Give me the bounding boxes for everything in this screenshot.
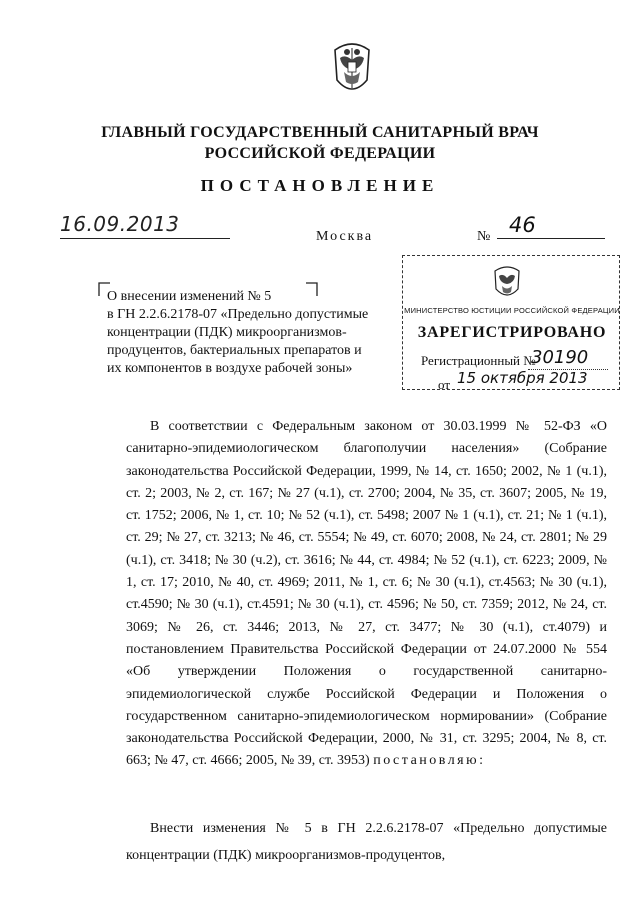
stamp-emblem-icon [490, 265, 524, 301]
stamp-reg-label: Регистрационный № [421, 353, 536, 368]
decree-word: постановляю: [373, 753, 486, 769]
document-date: 16.09.2013 [60, 212, 230, 239]
subject-line: их компонентов в воздухе рабочей зоны» [107, 361, 353, 376]
stamp-ministry: МИНИСТЕРСТВО ЮСТИЦИИ РОССИЙСКОЙ ФЕДЕРАЦИИ [404, 306, 620, 315]
document-number: 46 [497, 213, 605, 239]
document-subject [107, 288, 382, 378]
subject-line: в ГН 2.2.6.2178-07 «Предельно допустимые [107, 307, 369, 322]
registration-stamp [402, 255, 620, 390]
stamp-reg-number: 30190 [531, 347, 589, 368]
authority-line-2: РОССИЙСКОЙ ФЕДЕРАЦИИ [204, 145, 436, 162]
stamp-registered: ЗАРЕГИСТРИРОВАНО [417, 324, 607, 341]
stamp-date-value: 15 октября 2013 [457, 369, 588, 387]
issuing-authority [0, 122, 640, 164]
decree-item [126, 815, 607, 869]
document-city: Москва [316, 229, 374, 244]
subject-line: концентрации (ПДК) микроорганизмов- [107, 325, 347, 340]
decree-item-1: Внести изменения № 5 в ГН 2.2.6.2178-07 «Предельно допустимые концентрации (ПДК) микроорганизмов-продуцентов, [126, 821, 607, 863]
coat-of-arms-emblem [327, 40, 377, 100]
subject-line: О внесении изменений № 5 [107, 289, 272, 304]
stamp-date-label: от [438, 377, 451, 392]
preamble-paragraph [126, 416, 607, 773]
subject-line: продуцентов, бактериальных препаратов и [107, 343, 362, 358]
authority-line-1: ГЛАВНЫЙ ГОСУДАРСТВЕННЫЙ САНИТАРНЫЙ ВРАЧ [101, 124, 539, 141]
preamble-text [126, 416, 607, 773]
document-type-title: ПОСТАНОВЛЕНИЕ [200, 176, 440, 195]
preamble-main-text: В соответствии с Федеральным законом от 30.03.1999 № 52-ФЗ «О санитарно-эпидемиологическом благополучии населения» (Собрание законодательства Российской Федерации, 1999, № 14, ст. 1650; 2002, № 1 (ч.1), ст. 2; 2003, № 2, ст. 167; № 27 (ч.1), ст. 2700; 2004, № 35, ст. 3607; 2005, № 19, ст. 1752; 2006, № 1, ст. 10; № 52 (ч.1), ст. 5498; 2007 № 1 (ч.1), ст. 21; № 1 (ч.1), ст. 29; № 27, ст. 3213; № 46, ст. 5554; № 49, ст. 6070; 2008, № 24, ст. 2801; № 29 (ч.1), ст. 3418; № 30 (ч.2), ст. 3616; № 44, ст. 4984; № 52 (ч.1), ст. 6223; 2009, № 1, ст. 17; 2010, № 40, ст. 4969; 2011, № 1, ст. 6; № 30 (ч.1), ст.4563; № 30 (ч.1), ст.4590; № 30 (ч.1), ст.4591; № 30 (ч.1), ст. 4596; № 50, ст. 7359; 2012, № 24, ст. 3069; № 26, ст. 3446; 2013, № 27, ст. 3477; № 30 (ч.1), ст.4079) и постановлением Правительства Российской Федерации от 24.07.2000 № 554 «Об утверждении Положения о государственной санитарно-эпидемиологической службе Российской Федерации и Положения о государственном санитарно-эпидемиологическом нормировании» (Собрание законодательства Российской Федерации, 2000, № 31, ст. 3295; 2004, № 8, ст. 663; № 47, ст. 4666; 2005, № 39, ст. 3953) [126, 419, 607, 769]
number-label: № [477, 229, 491, 244]
